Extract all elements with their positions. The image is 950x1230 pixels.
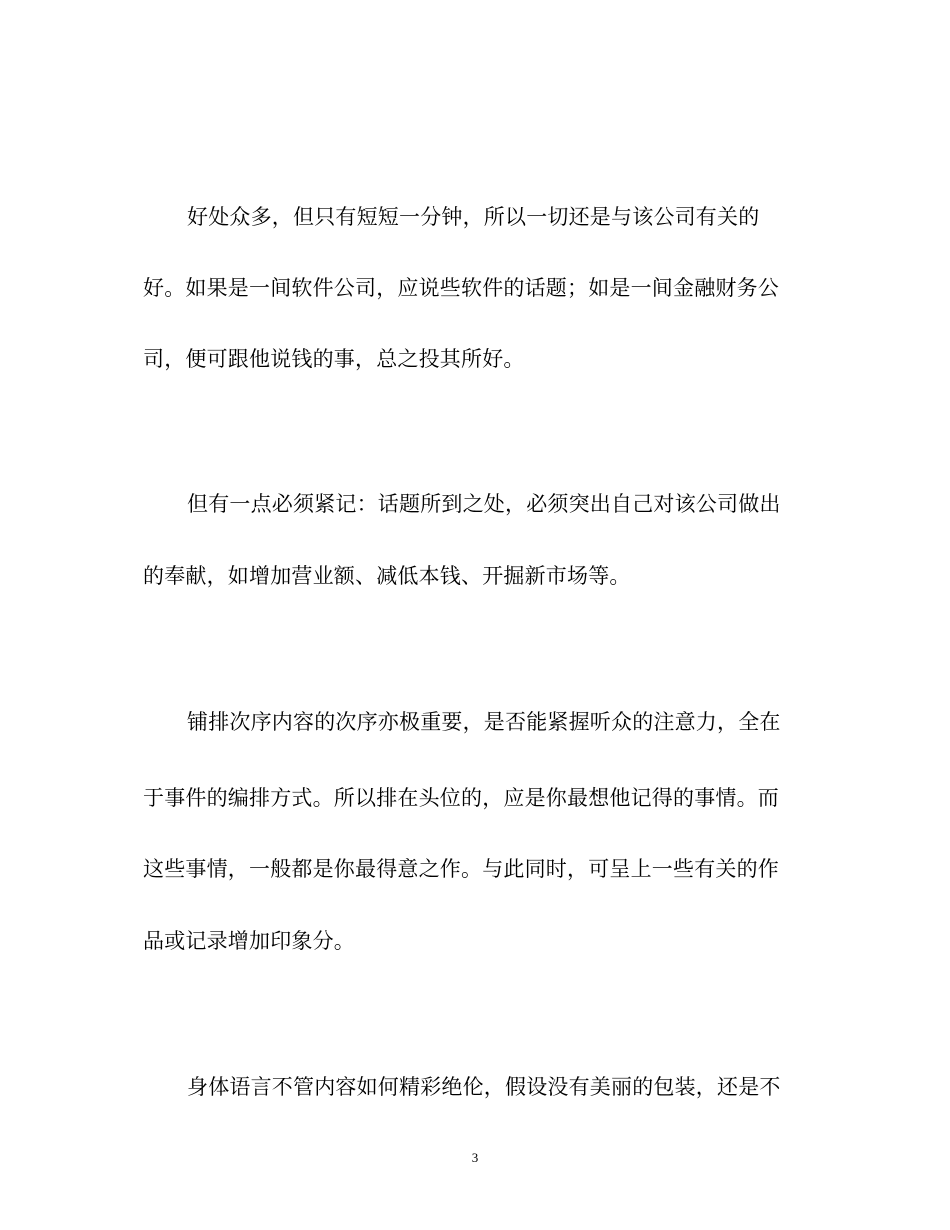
paragraph-1-line-1: 好处众多，但只有短短一分钟，所以一切还是与该公司有关的 — [187, 205, 760, 229]
paragraph-1-line-3: 司，便可跟他说钱的事，总之投其所好。 — [143, 347, 525, 371]
page-number: 3 — [471, 1150, 479, 1165]
paragraph-2-line-1: 但有一点必须紧记：话题所到之处，必须突出自己对该公司做出 — [187, 492, 781, 516]
paragraph-3-line-2: 于事件的编排方式。所以排在头位的，应是你最想他记得的事情。而 — [143, 786, 779, 810]
paragraph-1-line-2: 好。如果是一间软件公司，应说些软件的话题；如是一间金融财务公 — [143, 276, 779, 300]
paragraph-3-line-4: 品或记录增加印象分。 — [143, 929, 355, 953]
paragraph-2-line-2: 的奉献，如增加营业额、减低本钱、开掘新市场等。 — [143, 564, 631, 588]
paragraph-4-line-1: 身体语言不管内容如何精彩绝伦，假设没有美丽的包装，还是不 — [187, 1075, 781, 1099]
paragraph-3-line-3: 这些事情，一般都是你最得意之作。与此同时，可呈上一些有关的作 — [143, 857, 779, 881]
paragraph-3-line-1: 铺排次序内容的次序亦极重要，是否能紧握听众的注意力，全在 — [187, 710, 781, 734]
